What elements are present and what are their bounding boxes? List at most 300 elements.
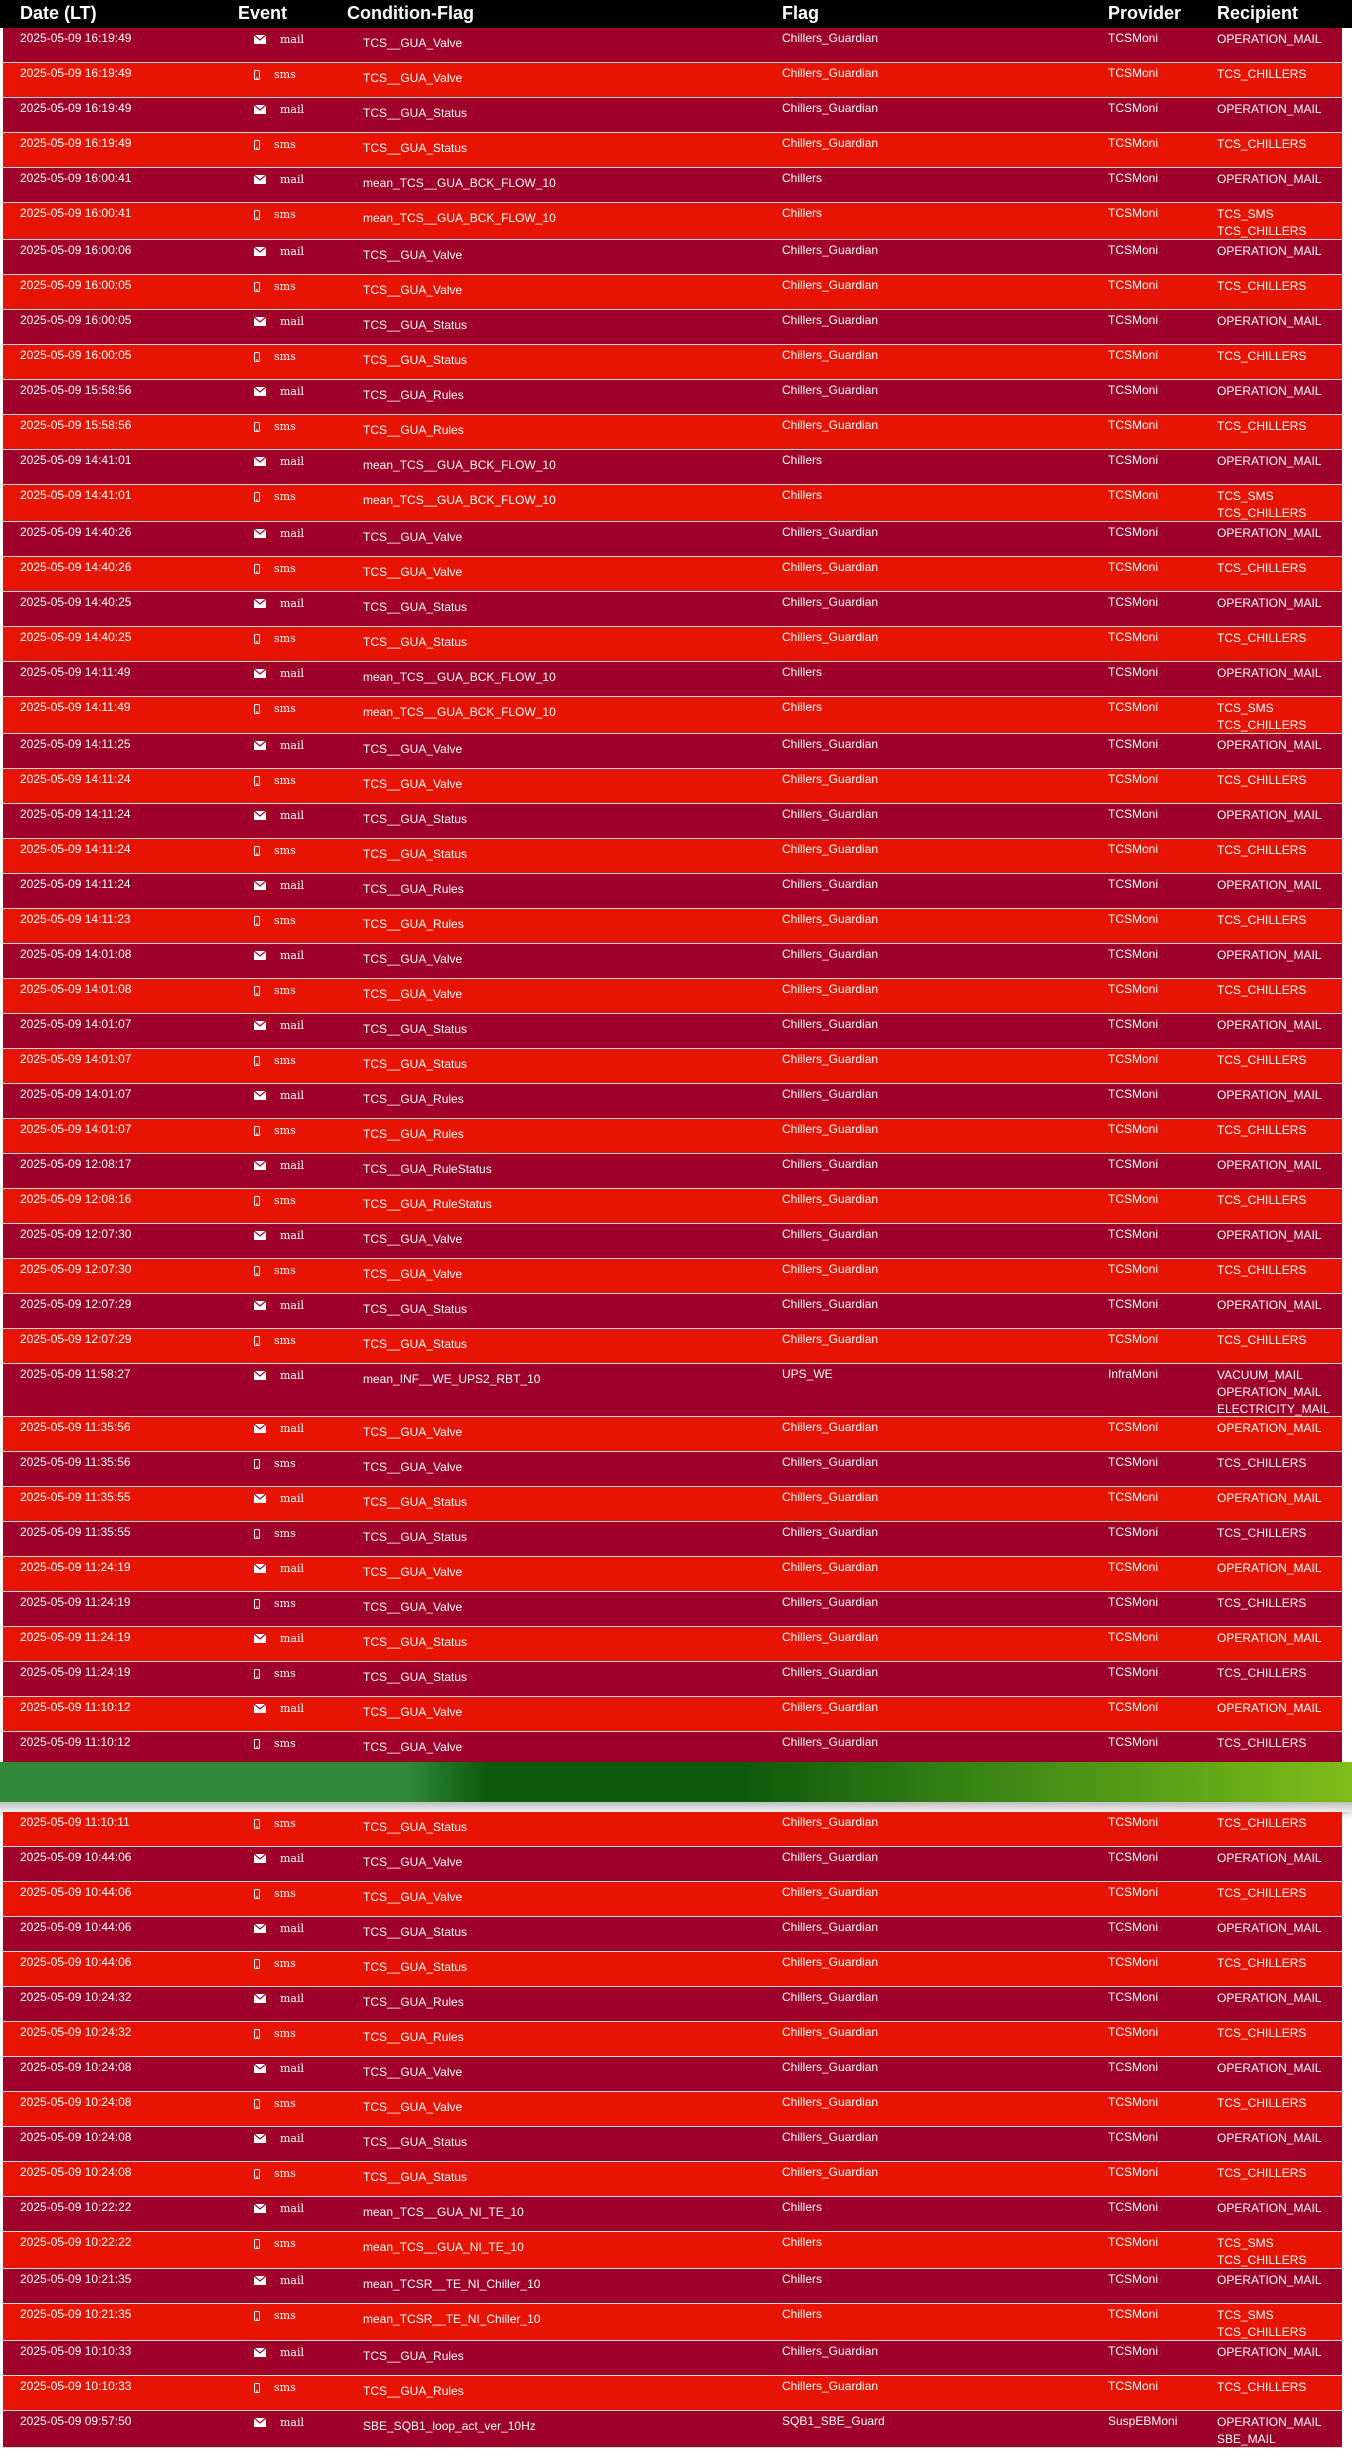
- table-row[interactable]: [3, 28, 1342, 63]
- cell-event: [254, 1369, 304, 1382]
- column-header-event[interactable]: Event: [238, 3, 288, 23]
- envelope-icon: [254, 2418, 272, 2427]
- cell-provider: TCSMoni: [1108, 772, 1159, 786]
- cell-recipient: [1217, 136, 1306, 153]
- cell-condition-flag: mean_TCS__GUA_BCK_FLOW_10: [363, 670, 556, 684]
- cell-event: [254, 1597, 296, 1610]
- envelope-icon: [254, 387, 272, 396]
- table-row[interactable]: [3, 662, 1342, 697]
- recipient-name: TCS_CHILLERS: [1217, 2026, 1307, 2040]
- cell-flag: Chillers_Guardian: [782, 1087, 879, 1101]
- cell-provider: TCSMoni: [1108, 418, 1159, 432]
- cell-date: 2025-05-09 14:41:01: [20, 453, 132, 467]
- envelope-icon: [254, 1994, 272, 2003]
- recipient-name: OPERATION_MAIL: [1217, 1088, 1322, 1102]
- table-row[interactable]: [3, 839, 1342, 874]
- cell-event: [254, 527, 304, 540]
- column-header-flag[interactable]: Flag: [782, 3, 820, 23]
- cell-date: 2025-05-09 14:01:07: [20, 1122, 132, 1136]
- table-row[interactable]: [3, 944, 1342, 979]
- cell-provider: TCSMoni: [1108, 1455, 1159, 1469]
- cell-provider: TCSMoni: [1108, 1262, 1159, 1276]
- cell-recipient: [1217, 1297, 1321, 1314]
- cell-flag: Chillers_Guardian: [782, 772, 879, 786]
- cell-provider: TCSMoni: [1108, 1990, 1159, 2004]
- table-row[interactable]: [3, 1154, 1342, 1189]
- cell-flag: Chillers_Guardian: [782, 1735, 879, 1749]
- table-row[interactable]: [3, 380, 1342, 415]
- table-row[interactable]: [3, 1987, 1342, 2022]
- cell-condition-flag: TCS__GUA_Status: [363, 1337, 468, 1351]
- cell-recipient: [1217, 595, 1321, 612]
- cell-date: 2025-05-09 09:57:50: [20, 2414, 132, 2428]
- recipient-name: TCS_CHILLERS: [1217, 983, 1307, 997]
- cell-event: [254, 103, 304, 116]
- cell-condition-flag: TCS__GUA_RuleStatus: [363, 1162, 492, 1176]
- cell-flag: UPS_WE: [782, 1367, 833, 1381]
- table-row[interactable]: [3, 734, 1342, 769]
- table-row[interactable]: [3, 2376, 1342, 2411]
- column-header-provider[interactable]: Provider: [1108, 3, 1182, 23]
- cell-event: [254, 1632, 304, 1645]
- cell-condition-flag: mean_TCS__GUA_NI_TE_10: [363, 2205, 524, 2219]
- cell-event: [254, 667, 304, 680]
- cell-provider: TCSMoni: [1108, 525, 1159, 539]
- cell-recipient: [1217, 2165, 1306, 2182]
- table-row[interactable]: [3, 133, 1342, 168]
- event-label: mail: [280, 245, 305, 258]
- table-row[interactable]: [3, 63, 1342, 98]
- cell-event: [254, 1194, 296, 1207]
- envelope-icon: [254, 1854, 272, 1863]
- recipient-name: TCS_CHILLERS: [1217, 843, 1307, 857]
- cell-provider: TCSMoni: [1108, 2307, 1159, 2321]
- table-row[interactable]: [3, 2022, 1342, 2057]
- cell-provider: TCSMoni: [1108, 665, 1159, 679]
- recipient-name: OPERATION_MAIL: [1217, 526, 1322, 540]
- event-label: mail: [280, 1492, 305, 1505]
- table-row[interactable]: [3, 627, 1342, 662]
- cell-condition-flag: mean_TCSR__TE_NI_Chiller_10: [363, 2312, 541, 2326]
- phone-icon: [254, 846, 266, 856]
- phone-icon: [254, 634, 266, 644]
- envelope-icon: [254, 741, 272, 750]
- cell-date: 2025-05-09 10:44:06: [20, 1850, 132, 1864]
- column-header-date[interactable]: Date (LT): [20, 3, 97, 23]
- recipient-name: TCS_CHILLERS: [1217, 1666, 1307, 1680]
- envelope-icon: [254, 1424, 272, 1433]
- cell-flag: Chillers_Guardian: [782, 1332, 879, 1346]
- event-label: sms: [274, 984, 296, 997]
- table-row[interactable]: [3, 1917, 1342, 1952]
- cell-flag: Chillers: [782, 171, 823, 185]
- cell-date: 2025-05-09 11:58:27: [20, 1367, 131, 1381]
- table-row[interactable]: [3, 1662, 1342, 1697]
- cell-event: [254, 1922, 304, 1935]
- cell-condition-flag: TCS__GUA_Status: [363, 1670, 468, 1684]
- event-label: sms: [274, 1264, 296, 1277]
- phone-icon: [254, 564, 266, 574]
- event-label: mail: [280, 385, 305, 398]
- event-label: mail: [280, 1632, 305, 1645]
- recipient-name: OPERATION_MAIL: [1217, 1491, 1322, 1505]
- table-row[interactable]: [3, 203, 1342, 240]
- table-row[interactable]: [3, 2127, 1342, 2162]
- table-row[interactable]: [3, 240, 1342, 275]
- cell-flag: Chillers: [782, 488, 823, 502]
- cell-event: [254, 1852, 304, 1865]
- column-header-condition[interactable]: Condition-Flag: [347, 3, 474, 23]
- event-label: mail: [280, 2346, 305, 2359]
- cell-recipient: [1217, 2130, 1321, 2147]
- table-row[interactable]: [3, 2092, 1342, 2127]
- recipient-name: OPERATION_MAIL: [1217, 172, 1322, 186]
- table-row[interactable]: [3, 592, 1342, 627]
- table-row[interactable]: [3, 909, 1342, 944]
- table-row[interactable]: [3, 415, 1342, 450]
- cell-flag: Chillers_Guardian: [782, 842, 879, 856]
- recipient-name: TCS_CHILLERS: [1217, 1053, 1307, 1067]
- cell-date: 2025-05-09 12:07:30: [20, 1262, 132, 1276]
- cell-recipient: [1217, 525, 1321, 542]
- table-row[interactable]: [3, 2162, 1342, 2197]
- table-row[interactable]: [3, 557, 1342, 592]
- envelope-icon: [254, 1231, 272, 1240]
- event-label: sms: [274, 68, 296, 81]
- table-row[interactable]: [3, 1697, 1342, 1732]
- cell-event: [254, 1737, 296, 1750]
- table-row[interactable]: [3, 1259, 1342, 1294]
- envelope-icon: [254, 2134, 272, 2143]
- recipient-name: TCS_CHILLERS: [1217, 2096, 1307, 2110]
- cell-flag: Chillers_Guardian: [782, 947, 879, 961]
- cell-recipient: [1217, 206, 1306, 240]
- recipient-name: OPERATION_MAIL: [1217, 878, 1322, 892]
- cell-condition-flag: TCS__GUA_Valve: [363, 1600, 463, 1614]
- cell-recipient: [1217, 947, 1321, 964]
- cell-recipient: [1217, 1420, 1321, 1437]
- table-row[interactable]: [3, 769, 1342, 804]
- table-row[interactable]: [3, 1084, 1342, 1119]
- cell-condition-flag: TCS__GUA_Rules: [363, 2030, 464, 2044]
- recipient-name: TCS_CHILLERS: [1217, 1123, 1307, 1137]
- cell-event: [254, 879, 304, 892]
- cell-date: 2025-05-09 12:07:30: [20, 1227, 132, 1241]
- recipient-name: TCS_CHILLERS: [1217, 224, 1307, 238]
- recipient-name: OPERATION_MAIL: [1217, 32, 1322, 46]
- cell-event: [254, 138, 296, 151]
- table-row[interactable]: [3, 2057, 1342, 2092]
- cell-event: [254, 1527, 296, 1540]
- phone-icon: [254, 422, 266, 432]
- cell-condition-flag: TCS__GUA_Status: [363, 600, 468, 614]
- table-row[interactable]: [3, 345, 1342, 380]
- cell-condition-flag: TCS__GUA_Valve: [363, 1705, 463, 1719]
- event-label: sms: [274, 350, 296, 363]
- table-row[interactable]: [3, 2411, 1342, 2448]
- cell-event: [254, 562, 296, 575]
- cell-flag: Chillers: [782, 2235, 823, 2249]
- table-row[interactable]: [3, 98, 1342, 133]
- table-row[interactable]: [3, 1487, 1342, 1522]
- recipient-name: OPERATION_MAIL: [1217, 1561, 1322, 1575]
- table-row[interactable]: [3, 1417, 1342, 1452]
- recipient-name: OPERATION_MAIL: [1217, 1421, 1322, 1435]
- cell-recipient: [1217, 66, 1306, 83]
- cell-condition-flag: TCS__GUA_Status: [363, 1057, 468, 1071]
- cell-event: [254, 1124, 296, 1137]
- table-row[interactable]: [3, 275, 1342, 310]
- event-label: mail: [280, 1369, 305, 1382]
- table-row[interactable]: [3, 1592, 1342, 1627]
- cell-event: [254, 1019, 304, 1032]
- recipient-name: TCS_CHILLERS: [1217, 1736, 1307, 1750]
- cell-provider: TCSMoni: [1108, 1665, 1159, 1679]
- table-row[interactable]: [3, 1364, 1342, 1417]
- recipient-name: TCS_CHILLERS: [1217, 2253, 1307, 2267]
- phone-icon: [254, 352, 266, 362]
- cell-date: 2025-05-09 16:00:06: [20, 243, 132, 257]
- cell-event: [254, 1159, 304, 1172]
- cell-flag: Chillers_Guardian: [782, 1227, 879, 1241]
- table-row[interactable]: [3, 1812, 1342, 1847]
- recipient-name: TCS_CHILLERS: [1217, 349, 1307, 363]
- cell-flag: Chillers_Guardian: [782, 2130, 879, 2144]
- table-row[interactable]: [3, 1882, 1342, 1917]
- table-row[interactable]: [3, 1294, 1342, 1329]
- cell-provider: TCSMoni: [1108, 1227, 1159, 1241]
- cell-date: 2025-05-09 14:11:23: [20, 912, 131, 926]
- cell-event: [254, 245, 304, 258]
- recipient-name: OPERATION_MAIL: [1217, 2415, 1322, 2429]
- event-label: mail: [280, 879, 305, 892]
- cell-condition-flag: TCS__GUA_Status: [363, 2135, 468, 2149]
- alarm-table-body-continued: [3, 1812, 1342, 2460]
- cell-recipient: [1217, 1700, 1321, 1717]
- event-label: sms: [274, 1334, 296, 1347]
- event-label: mail: [280, 1089, 305, 1102]
- cell-condition-flag: TCS__GUA_Status: [363, 2170, 468, 2184]
- event-label: mail: [280, 667, 305, 680]
- cell-date: 2025-05-09 11:35:56: [20, 1455, 131, 1469]
- table-row[interactable]: [3, 1224, 1342, 1259]
- event-label: sms: [274, 774, 296, 787]
- cell-recipient: [1217, 313, 1321, 330]
- table-row[interactable]: [3, 2269, 1342, 2304]
- cell-condition-flag: TCS__GUA_Valve: [363, 530, 463, 544]
- envelope-icon: [254, 1161, 272, 1170]
- cell-event: [254, 2309, 296, 2322]
- event-label: mail: [280, 2132, 305, 2145]
- envelope-icon: [254, 811, 272, 820]
- recipient-name: TCS_SMS: [1217, 2308, 1274, 2322]
- event-label: mail: [280, 1562, 305, 1575]
- cell-condition-flag: TCS__GUA_Valve: [363, 742, 463, 756]
- cell-date: 2025-05-09 16:00:41: [20, 171, 132, 185]
- cell-event: [254, 455, 304, 468]
- cell-date: 2025-05-09 14:11:24: [20, 842, 131, 856]
- cell-date: 2025-05-09 11:24:19: [20, 1560, 131, 1574]
- cell-event: [254, 1492, 304, 1505]
- cell-condition-flag: TCS__GUA_Rules: [363, 917, 464, 931]
- phone-icon: [254, 1819, 266, 1829]
- envelope-icon: [254, 2204, 272, 2213]
- cell-recipient: [1217, 2272, 1321, 2289]
- cell-event: [254, 280, 296, 293]
- phone-icon: [254, 282, 266, 292]
- table-row[interactable]: [3, 1732, 1342, 1764]
- cell-event: [254, 315, 304, 328]
- cell-date: 2025-05-09 16:00:05: [20, 278, 132, 292]
- cell-condition-flag: TCS__GUA_Valve: [363, 248, 463, 262]
- cell-date: 2025-05-09 10:21:35: [20, 2272, 132, 2286]
- cell-flag: Chillers_Guardian: [782, 1955, 879, 1969]
- envelope-icon: [254, 175, 272, 184]
- cell-condition-flag: TCS__GUA_Rules: [363, 388, 464, 402]
- table-row[interactable]: [3, 1452, 1342, 1487]
- recipient-name: VACUUM_MAIL: [1217, 1368, 1303, 1382]
- cell-event: [254, 350, 296, 363]
- cell-recipient: [1217, 1017, 1321, 1034]
- cell-flag: Chillers_Guardian: [782, 595, 879, 609]
- cell-condition-flag: TCS__GUA_Valve: [363, 952, 463, 966]
- cell-event: [254, 2132, 304, 2145]
- cell-flag: Chillers_Guardian: [782, 2379, 879, 2393]
- cell-condition-flag: mean_TCS__GUA_BCK_FLOW_10: [363, 705, 556, 719]
- table-row[interactable]: [3, 1119, 1342, 1154]
- cell-event: [254, 597, 304, 610]
- event-label: sms: [274, 702, 296, 715]
- cell-provider: TCSMoni: [1108, 1595, 1159, 1609]
- table-row[interactable]: [3, 1557, 1342, 1592]
- cell-provider: TCSMoni: [1108, 877, 1159, 891]
- cell-recipient: [1217, 348, 1306, 365]
- table-header: [0, 0, 1352, 28]
- recipient-name: OPERATION_MAIL: [1217, 808, 1322, 822]
- table-row[interactable]: [3, 1952, 1342, 1987]
- cell-flag: Chillers: [782, 453, 823, 467]
- cell-date: 2025-05-09 10:24:08: [20, 2130, 132, 2144]
- event-label: sms: [274, 562, 296, 575]
- cell-condition-flag: TCS__GUA_Status: [363, 1635, 468, 1649]
- cell-recipient: [1217, 842, 1306, 859]
- cell-provider: TCSMoni: [1108, 2200, 1159, 2214]
- phone-icon: [254, 776, 266, 786]
- cell-flag: Chillers_Guardian: [782, 1455, 879, 1469]
- cell-date: 2025-05-09 14:01:07: [20, 1087, 132, 1101]
- table-row[interactable]: [3, 979, 1342, 1014]
- recipient-name: OPERATION_MAIL: [1217, 2201, 1322, 2215]
- table-row[interactable]: [3, 1847, 1342, 1882]
- cell-flag: Chillers_Guardian: [782, 1420, 879, 1434]
- cell-event: [254, 490, 296, 503]
- cell-provider: TCSMoni: [1108, 2095, 1159, 2109]
- cell-recipient: [1217, 1630, 1321, 1647]
- phone-icon: [254, 1739, 266, 1749]
- cell-recipient: [1217, 1367, 1330, 1418]
- cell-recipient: [1217, 2060, 1321, 2077]
- table-row[interactable]: [3, 485, 1342, 522]
- event-label: mail: [280, 1922, 305, 1935]
- cell-provider: TCSMoni: [1108, 2060, 1159, 2074]
- cell-provider: TCSMoni: [1108, 2344, 1159, 2358]
- table-row[interactable]: [3, 1329, 1342, 1364]
- cell-condition-flag: TCS__GUA_Rules: [363, 1127, 464, 1141]
- cell-event: [254, 173, 304, 186]
- cell-recipient: [1217, 1052, 1306, 1069]
- phone-icon: [254, 1126, 266, 1136]
- cell-condition-flag: TCS__GUA_Status: [363, 1302, 468, 1316]
- recipient-name: TCS_CHILLERS: [1217, 2166, 1307, 2180]
- table-row[interactable]: [3, 1627, 1342, 1662]
- cell-date: 2025-05-09 14:01:08: [20, 947, 132, 961]
- recipient-name: OPERATION_MAIL: [1217, 2273, 1322, 2287]
- event-label: sms: [274, 1124, 296, 1137]
- table-row[interactable]: [3, 1049, 1342, 1084]
- cell-recipient: [1217, 2344, 1321, 2361]
- envelope-icon: [254, 599, 272, 608]
- cell-condition-flag: TCS__GUA_Valve: [363, 1740, 463, 1754]
- table-row[interactable]: [3, 522, 1342, 557]
- event-label: mail: [280, 739, 305, 752]
- table-row[interactable]: [3, 168, 1342, 203]
- cell-flag: Chillers: [782, 2307, 823, 2321]
- cell-recipient: [1217, 1735, 1306, 1752]
- table-row[interactable]: [3, 450, 1342, 485]
- table-row[interactable]: [3, 2341, 1342, 2376]
- table-row[interactable]: [3, 2197, 1342, 2232]
- table-row[interactable]: [3, 1522, 1342, 1557]
- recipient-name: TCS_CHILLERS: [1217, 1193, 1307, 1207]
- cell-date: 2025-05-09 14:01:08: [20, 982, 132, 996]
- cell-date: 2025-05-09 14:41:01: [20, 488, 132, 502]
- cell-flag: Chillers_Guardian: [782, 31, 879, 45]
- phone-icon: [254, 210, 266, 220]
- cell-recipient: [1217, 243, 1321, 260]
- cell-event: [254, 1667, 296, 1680]
- cell-flag: Chillers_Guardian: [782, 1700, 879, 1714]
- cell-flag: Chillers_Guardian: [782, 1490, 879, 1504]
- recipient-name: TCS_CHILLERS: [1217, 1596, 1307, 1610]
- table-row[interactable]: [3, 874, 1342, 909]
- cell-date: 2025-05-09 16:19:49: [20, 101, 132, 115]
- cell-recipient: [1217, 1192, 1306, 1209]
- cell-recipient: [1217, 383, 1321, 400]
- cell-flag: Chillers_Guardian: [782, 2060, 879, 2074]
- cell-condition-flag: mean_TCS__GUA_NI_TE_10: [363, 2240, 524, 2254]
- cell-recipient: [1217, 1920, 1321, 1937]
- table-row[interactable]: [3, 697, 1342, 734]
- cell-condition-flag: TCS__GUA_Valve: [363, 2100, 463, 2114]
- cell-event: [254, 385, 304, 398]
- table-row[interactable]: [3, 1189, 1342, 1224]
- table-row[interactable]: [3, 1014, 1342, 1049]
- cell-recipient: [1217, 418, 1306, 435]
- cell-flag: Chillers_Guardian: [782, 1850, 879, 1864]
- cell-flag: Chillers_Guardian: [782, 912, 879, 926]
- cell-provider: InfraMoni: [1108, 1367, 1159, 1381]
- table-row[interactable]: [3, 310, 1342, 345]
- column-header-recipient[interactable]: Recipient: [1217, 3, 1299, 23]
- table-row[interactable]: [3, 2304, 1342, 2341]
- table-row[interactable]: [3, 804, 1342, 839]
- cell-condition-flag: TCS__GUA_Valve: [363, 987, 463, 1001]
- cell-provider: TCSMoni: [1108, 1157, 1159, 1171]
- cell-condition-flag: TCS__GUA_Valve: [363, 777, 463, 791]
- table-row[interactable]: [3, 2232, 1342, 2269]
- cell-flag: Chillers_Guardian: [782, 1560, 879, 1574]
- cell-flag: Chillers_Guardian: [782, 101, 879, 115]
